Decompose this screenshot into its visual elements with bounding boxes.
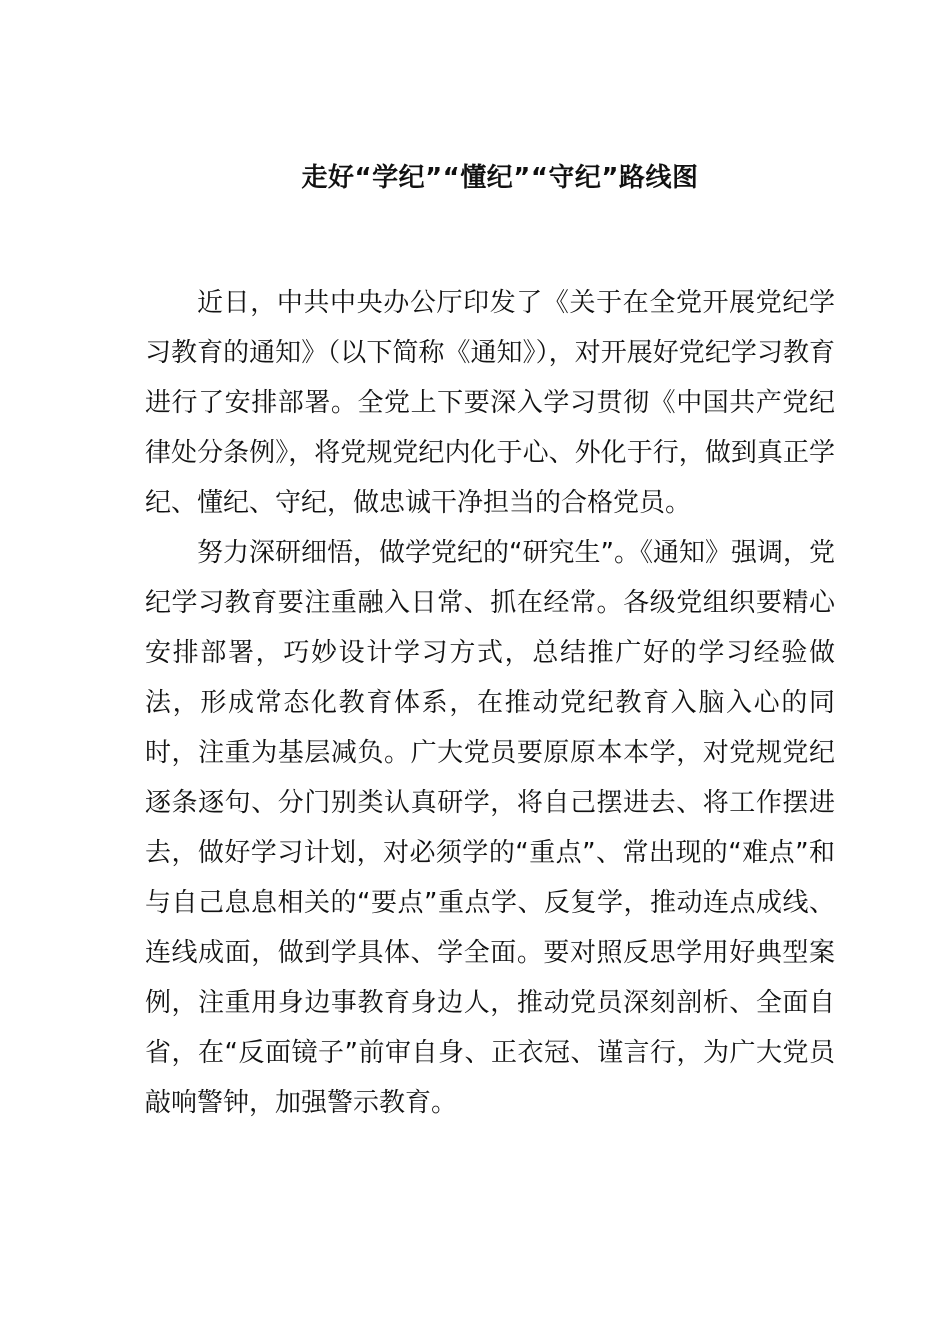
paragraph-intro: 近日，中共中央办公厅印发了《关于在全党开展党纪学习教育的通知》（以下简称《通知》），对开展好党纪学习教育进行了安排部署。全党上下要深入学习贯彻《中国共产党纪律处分条例》，将党规党纪内化于心、外化于行，做到真正学纪、懂纪、守纪，做忠诚干净担当的合格党员。 <box>145 288 835 518</box>
document-body <box>145 278 835 1128</box>
document-title: 走好“学纪”“懂纪”“守纪”路线图 <box>301 163 699 193</box>
paragraph-study: 努力深研细悟，做学党纪的“研究生”。《通知》强调，党纪学习教育要注重融入日常、抓在经常。各级党组织要精心安排部署，巧妙设计学习方式，总结推广好的学习经验做法，形成常态化教育体系，在推动党纪教育入脑入心的同时，注重为基层减负。广大党员要原原本本学，对党规党纪逐条逐句、分门别类认真研学，将自己摆进去、将工作摆进去，做好学习计划，对必须学的“重点”、常出现的“难点”和与自己息息相关的“要点”重点学、反复学，推动连点成线、连线成面，做到学具体、学全面。要对照反思学用好典型案例，注重用身边事教育身边人，推动党员深刻剖析、全面自省，在“反面镜子”前审自身、正衣冠、谨言行，为广大党员敲响警钟，加强警示教育。 <box>145 538 835 1118</box>
